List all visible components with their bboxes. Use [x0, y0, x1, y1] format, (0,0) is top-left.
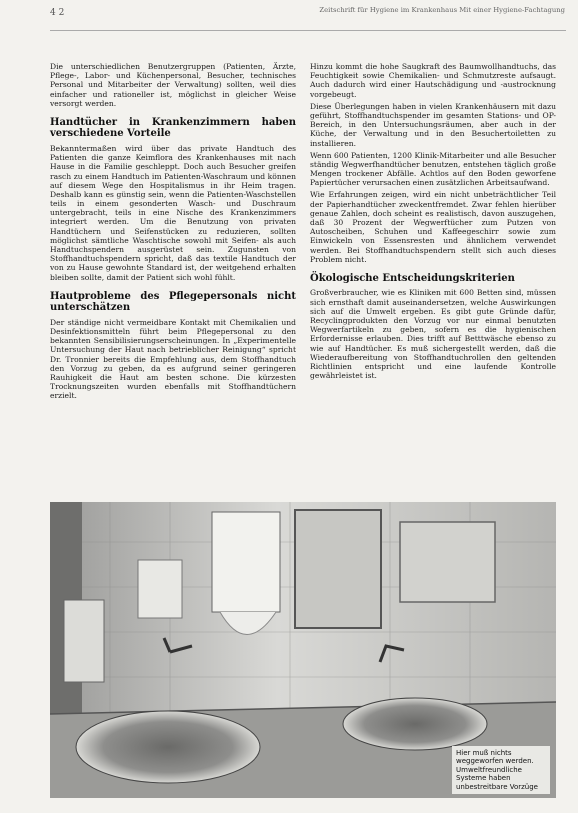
section-heading-towels: Handtücher in Krankenzimmern haben verschiedene Vorteile: [50, 116, 296, 140]
paragraph-towels: Bekanntermaßen wird über das private Handtuch des Patienten die ganze Keimflora des Krankenhauses mit nach Hause in die Familie geschleppt. Doch auch Besucher greifen rasch zu einem Handtuch im Patienten-Waschraum und können auf diesem Wege den Hospitalismus in ihr Heim tragen. Deshalb kann es günstig sein, wenn die Patienten-Waschstellen teils in einem gesonderten Wasch- und Duschraum untergebracht, teils in eine Nische des Krankenzimmers integriert werden. Um die Benutzung von privaten Handtüchern und Seifenstücken zu reduzieren, sollten möglichst sämtliche Waschtische sowohl mit Seifen- als auch Handtuchspendern ausgerüstet sein. Zugunsten von Stoffhandtuchspendern spricht, daß das textile Handtuch der von zu Hause gewohnte Standard ist, der weitgehend erhalten bleiben sollte, damit der Patient sich wohl fühlt.: [50, 143, 296, 282]
towel-dispenser: [212, 512, 280, 612]
running-head: Zeitschrift für Hygiene im Krankenhaus Mit einer Hygiene-Fachtagung: [319, 6, 565, 14]
left-column: [50, 62, 296, 403]
paragraph-skin: Der ständige nicht vermeidbare Kontakt mit Chemikalien und Desinfektionsmitteln führt beim Pflegepersonal zu den bekannten Sensibilisierungserscheinungen. In „Experimentelle Untersuchung der Haut nach betrieblicher Reinigung“ spricht Dr. Tronnier bereits die Empfehlung aus, dem Stoffhandtuch den Vorzug zu geben, da es aufgrund seiner geringeren Rauhigkeit die Haut am besten schone. Die kürzesten Trocknungszeiten wurden ebenfalls mit Stoffhandtüchern erzielt.: [50, 317, 296, 401]
section-heading-ecology: Ökologische Entscheidungskriterien: [310, 272, 515, 284]
header-rule: [50, 30, 566, 31]
paragraph-waste: Wenn 600 Patienten, 1200 Klinik-Mitarbeiter und alle Besucher ständig Wegwerfhandtücher benutzen, entstehen täglich große Mengen trockener Abfälle. Achtlos auf den Boden geworfene Papiertücher verursachen einen zusätzlichen Arbeitsaufwand.: [310, 150, 556, 188]
right-column: [310, 62, 556, 383]
paragraph-ecology: Großverbraucher, wie es Kliniken mit 600 Betten sind, müssen sich ernsthaft damit auseinandersetzen, welche Auswirkungen sich auf die Umwelt ergeben. Es gibt gute Gründe dafür, Recyclingprodukten den Vorzug vor nur einmal benutzten Wegwerfartikeln zu geben, sofern es die hygienischen Erfordernisse erlauben. Dies trifft auf Betttwäsche ebenso zu wie auf Handtücher. Es muß sichergestellt werden, daß die Wiederaufbereitung von Stoffhandtuchrollen den geltenden Richtlinien entspricht und eine laufende Kontrolle gewährleistet ist.: [310, 288, 556, 381]
section-heading-skin: Hautprobleme des Pflegepersonals nicht unterschätzen: [50, 290, 296, 314]
right-sink: [343, 698, 487, 750]
left-sink: [76, 711, 260, 783]
photo-caption: Hier muß nichts weggeworfen werden. Umweltfreundliche Systeme haben unbestreitbare Vorzüge: [452, 746, 550, 794]
page-number: 4 2: [50, 8, 65, 18]
washroom-photo: [50, 502, 556, 798]
paragraph-considerations: Diese Überlegungen haben in vielen Krankenhäusern mit dazu geführt, Stoffhandtuchspender im gesamten Stations- und OP-Bereich, in den Untersuchungsräumen, aber auch in der Küche, der Verwaltung und in den Besuchertoiletten zu installieren.: [310, 101, 556, 148]
paragraph-misuse: Wie Erfahrungen zeigen, wird ein nicht unbeträchtlicher Teil der Papierhandtücher zweckentfremdet. Zwar fehlen hierüber genaue Zahlen, doch scheint es realistisch, davon auszugehen, daß 30 Prozent der Wegwerftücher zum Putzen von Autoscheiben, Schuhen und Kaffeegeschirr sowie zum Einwickeln von Essensresten und ähnlichem verwendet werden. Bei Stoffhandtuchspendern stellt sich auch dieses Problem nicht.: [310, 190, 556, 264]
mirror: [295, 510, 381, 628]
paragraph-absorbency: Hinzu kommt die hohe Saugkraft des Baumwollhandtuchs, das Feuchtigkeit sowie Chemikalien- und Schmutzreste aufsaugt. Auch dadurch wird einer Hautschädigung und -austrocknung vorgebeugt.: [310, 62, 556, 99]
intro-paragraph: Die unterschiedlichen Benutzergruppen (Patienten, Ärzte, Pflege-, Labor- und Küchenpersonal, Besucher, technisches Personal und Mitarbeiter der Verwaltung) sollten, weil dies einfacher und rationeller ist, möglichst in gleicher Weise versorgt werden.: [50, 62, 296, 108]
